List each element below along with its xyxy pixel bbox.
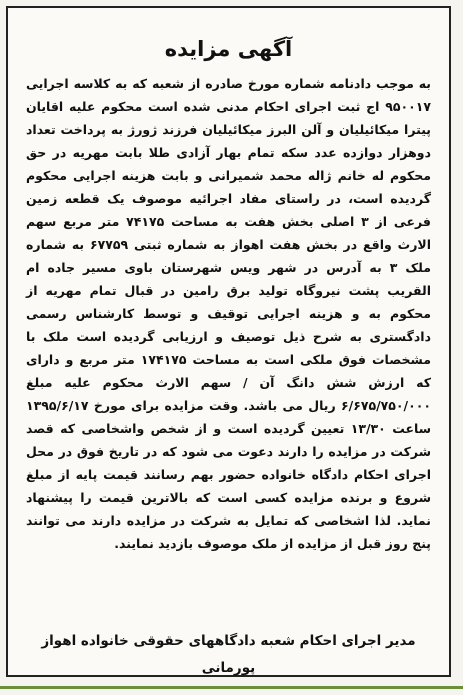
notice-title: آگهی مزایده <box>164 37 293 61</box>
notice-frame <box>6 6 451 677</box>
signer-title: مدیر اجرای احکام شعبه دادگاههای حقوقی خانواده اهواز <box>41 633 416 649</box>
signer-name: پورمانی <box>201 660 256 676</box>
notice-body: به موجب دادنامه شماره مورخ صادره از شعبه که به کلاسه اجرایی ۹۵۰۰۱۷ اج ثبت اجرای احکام مدنی شده است محکوم علیه اقایان پیترا میکائیلیان و آلن البرز میکائیلیان فرزند ژورژ به پرداخت تعداد دوهزار دوازده عدد سکه تمام بهار آزادی طلا بابت مهریه در حق محکوم له خانم ژاله محمد شمیرانی و بابت هزینه اجرایی محکوم گردیده است، در راستای مفاد اجرائیه موصوف یک قطعه زمین فرعی از ۳ اصلی بخش هفت به مساحت ۷۴۱۷۵ متر مربع سهم الارث واقع در بخش هفت اهواز به شماره ثبتی ۶۷۷۵۹ به شماره ملک ۳ به آدرس در شهر ویس شهرستان باوی مسیر جاده ام القریب پشت نیروگاه تولید برق رامین در قبال تمام مهریه از محکوم به و هزینه اجرایی توقیف و توسط کارشناس رسمی دادگستری به شرح ذیل توصیف و ارزیابی گردیده است ملک با مشخصات فوق ملکی است به مساحت ۱۷۴۱۷۵ متر مربع و دارای که ارزش شش دانگ آن / سهم الارث محکوم علیه مبلغ ۶/۶۷۵/۷۵۰/۰۰۰ ریال می باشد. وقت مزایده برای مورخ ۱۳۹۵/۶/۱۷ ساعت ۱۳/۳۰ تعیین گردیده است و از شخص واشخاصی که قصد شرکت در مزایده را دارند دعوت می شود که در تاریخ فوق در محل اجرای احکام دادگاه خانواده حضور بهم رسانند قیمت پایه از مبلغ شروع و برنده مزایده کسی است که بالاترین قیمت را پیشنهاد نماید. لذا اشخاصی که تمایل به شرکت در مزایده دارند می توانند پنج روز قبل از مزایده از ملک موصوف بازدید نمایند. <box>26 76 432 551</box>
bottom-accent-bar <box>0 686 463 689</box>
